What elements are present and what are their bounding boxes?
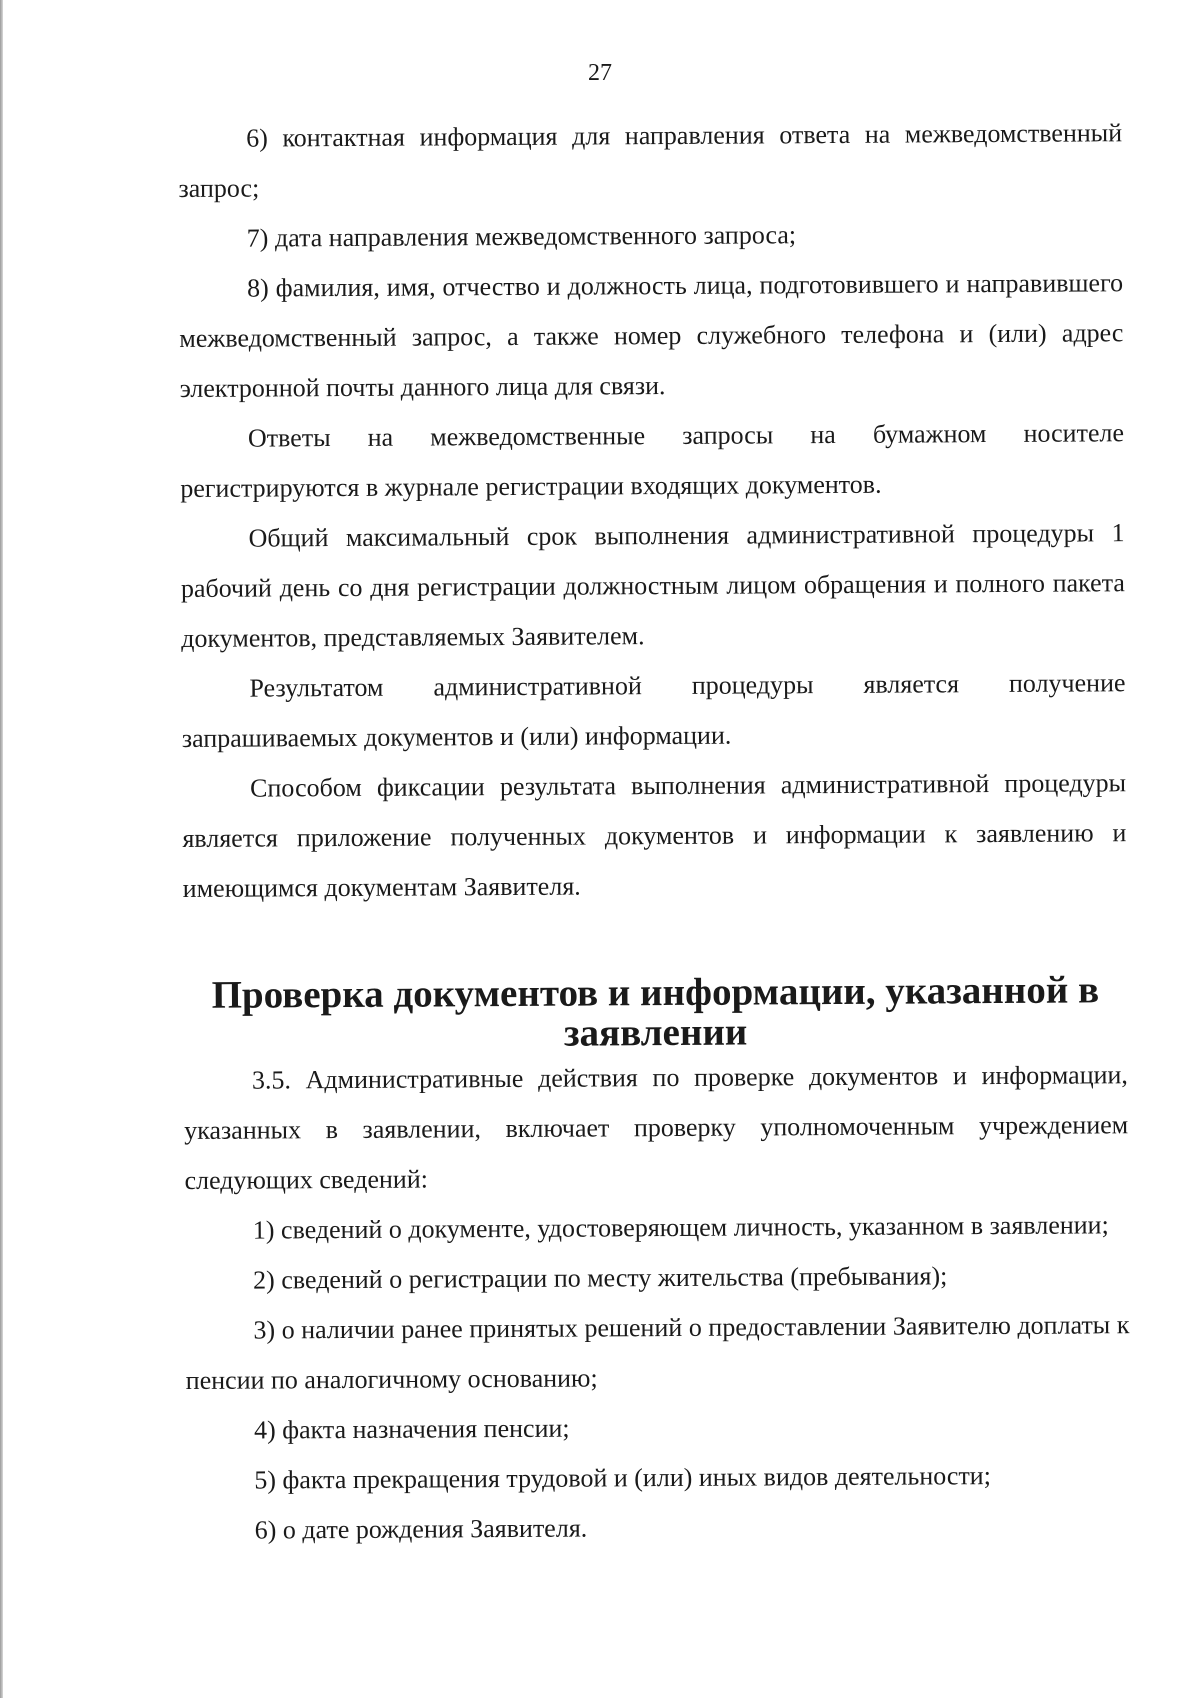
paragraph-responses-registration: Ответы на межведомственные запросы на бумажном носителе регистрируются в журнале регистрации входящих документов. bbox=[180, 418, 1125, 503]
section-heading: Проверка документов и информации, указанной в заявлении bbox=[211, 968, 1100, 1055]
paragraph-3-5-verification: 3.5. Административные действия по проверке документов и информации, указанных в заявлении, включает проверку уполномоченным учреждением следующих сведений: bbox=[184, 1060, 1129, 1195]
page-number: 27 bbox=[588, 60, 612, 86]
paragraph-item-7-request-date: 7) дата направления межведомственного запроса; bbox=[246, 220, 797, 253]
paragraph-item-6-contact-info: 6) контактная информация для направления ответа на межведомственный запрос; bbox=[178, 118, 1123, 203]
paragraph-result-fixation: Способом фиксации результата выполнения административной процедуры является приложение полученных документов и информации к заявлению и имеющимся документам Заявителя. bbox=[182, 768, 1127, 903]
list-item-6-birth-date: 6) о дате рождения Заявителя. bbox=[254, 1513, 588, 1545]
scan-page-edge bbox=[0, 0, 3, 1698]
document-body bbox=[178, 108, 1131, 1556]
list-item-4-pension-assignment: 4) факта назначения пенсии; bbox=[253, 1413, 570, 1445]
paragraph-maximum-term: Общий максимальный срок выполнения административной процедуры 1 рабочий день со дня регистрации должностным лицом обращения и полного пакета документов, представляемых Заявителем. bbox=[180, 518, 1125, 653]
list-item-2-registration: 2) сведений о регистрации по месту жительства (пребывания); bbox=[253, 1261, 948, 1295]
list-item-1-identity-document: 1) сведений о документе, удостоверяющем личность, указанном в заявлении; bbox=[252, 1210, 1109, 1245]
paragraph-procedure-result: Результатом административной процедуры является получение запрашиваемых документов и (или) информации. bbox=[181, 668, 1126, 753]
list-item-3-previous-decisions: 3) о наличии ранее принятых решений о предоставлении Заявителю доплаты к пенсии по аналогичному основанию; bbox=[185, 1310, 1130, 1395]
paragraph-item-8-responsible-person: 8) фамилия, имя, отчество и должность лица, подготовившего и направившего межведомственный запрос, а также номер служебного телефона и (или) адрес электронной почты данного лица для связи. bbox=[179, 268, 1124, 403]
list-item-5-activity-termination: 5) факта прекращения трудовой и (или) иных видов деятельности; bbox=[254, 1461, 991, 1495]
